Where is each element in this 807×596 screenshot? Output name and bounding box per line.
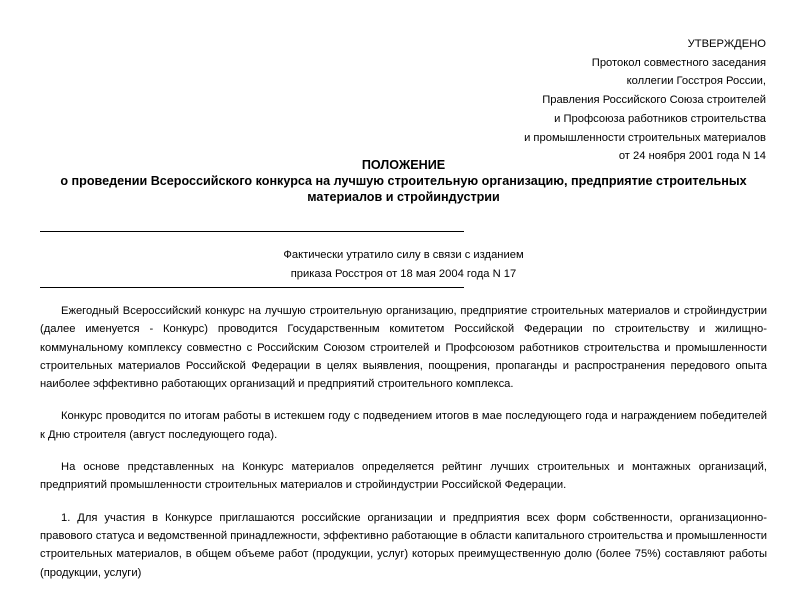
document-body	[40, 302, 767, 596]
paragraph: Ежегодный Всероссийский конкурс на лучшую строительную организацию, предприятие строительных материалов и стройиндустрии (далее именуется - Конкурс) проводится Государственным комитетом Российской Федерации по строительству и жилищно-коммунальному комплексу совместно с Российским Союзом строителей и Профсоюзом работников строительства и промышленности строительных материалов Российской Федерации в целях выявления, поощрения, пропаганды и распространения передового опыта наиболее эффективно работающих организаций и предприятий строительного комплекса.	[40, 305, 767, 391]
validity-notice-line-2: приказа Росстроя от 18 мая 2004 года N 17	[290, 267, 517, 280]
document-subtitle: о проведении Всероссийского конкурса на лучшую строительную организацию, предприятие строительных материалов и стройиндустрии	[60, 174, 747, 204]
document-title	[40, 157, 767, 205]
validity-notice	[40, 246, 767, 283]
approval-line-trade-union: и Профсоюза работников строительства	[554, 112, 766, 125]
approval-stamp	[524, 35, 766, 166]
approval-line-protocol: Протокол совместного заседания	[591, 56, 766, 69]
approval-line-date: от 24 ноября 2001 года N 14	[618, 150, 766, 163]
divider-top	[40, 231, 464, 232]
approval-line-approved: УТВЕРЖДЕНО	[687, 38, 766, 50]
approval-line-industry: и промышленности строительных материалов	[524, 131, 766, 144]
document-heading: ПОЛОЖЕНИЕ	[361, 158, 446, 172]
validity-notice-line-1: Фактически утратило силу в связи с изданием	[283, 249, 524, 261]
paragraph: 1. Для участия в Конкурсе приглашаются российские организации и предприятия всех форм собственности, организационно-правового статуса и ведомственной принадлежности, эффективно работающие в области капитального строительства и промышленности строительных материалов, в общем объеме работ (продукции, услуг) которых преимущественную долю (более 75%) составляют работы (продукции, услуги)	[40, 511, 767, 579]
approval-line-gosstroy: коллегии Госстроя России,	[626, 75, 766, 88]
divider-bottom	[40, 287, 464, 288]
paragraph: На основе представленных на Конкурс материалов определяется рейтинг лучших строительных и монтажных организаций, предприятий промышленности строительных материалов и стройиндустрии Российской Федерации.	[40, 461, 767, 492]
approval-line-union: Правления Российского Союза строителей	[542, 94, 766, 107]
paragraph: Конкурс проводится по итогам работы в истекшем году с подведением итогов в мае последующего года и награждением победителей к Дню строителя (август последующего года).	[40, 410, 767, 441]
